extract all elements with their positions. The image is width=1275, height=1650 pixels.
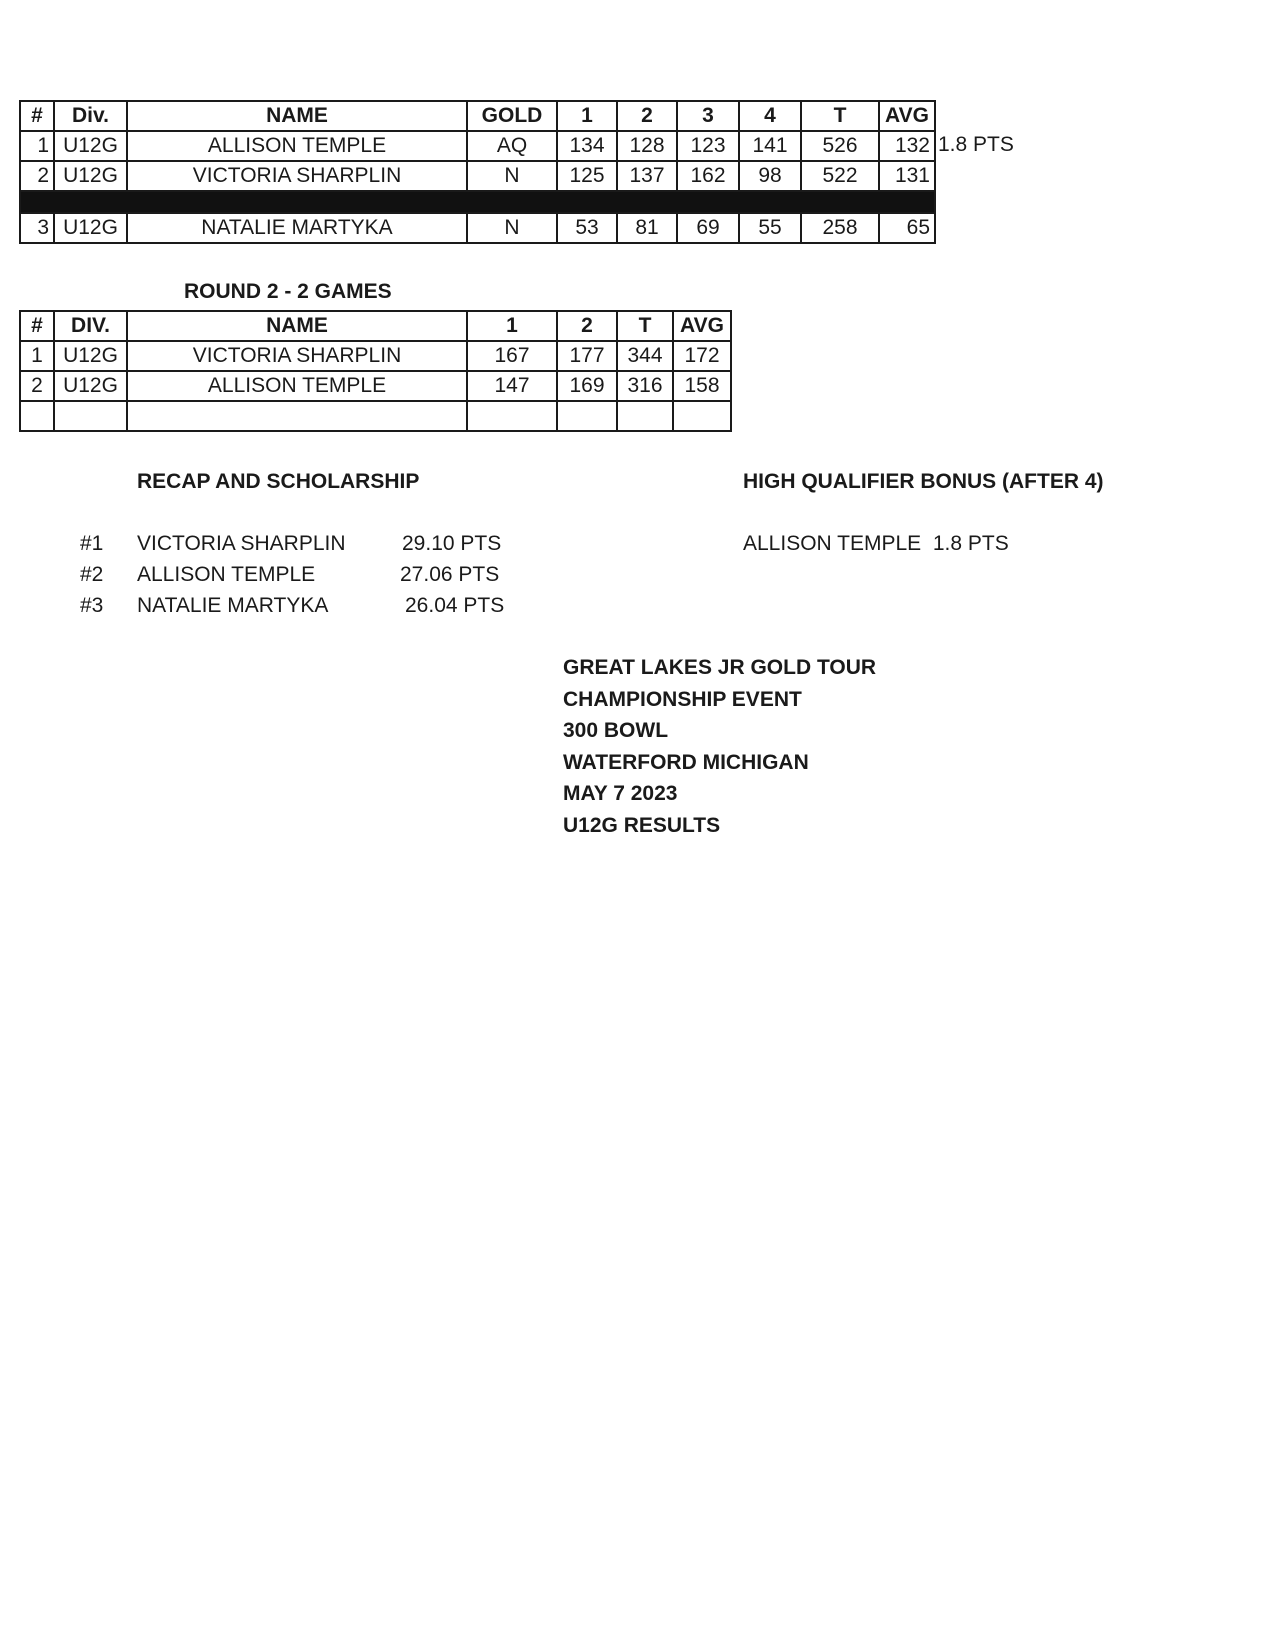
game4-cell: 98	[739, 161, 801, 191]
empty-row	[20, 401, 731, 431]
name-cell: NATALIE MARTYKA	[127, 213, 467, 243]
high-qualifier-title: HIGH QUALIFIER BONUS (AFTER 4)	[743, 470, 1104, 493]
round1-header-row	[20, 101, 935, 131]
gold-cell: AQ	[467, 131, 557, 161]
cut-line-row	[20, 191, 935, 213]
col-header-game2: 2	[557, 311, 617, 341]
div-cell: U12G	[54, 131, 127, 161]
high-qualifier-line: ALLISON TEMPLE 1.8 PTS	[743, 532, 1009, 555]
recap-name: NATALIE MARTYKA	[137, 594, 329, 617]
div-cell: U12G	[54, 371, 127, 401]
col-header-div: Div.	[54, 101, 127, 131]
gold-cell: N	[467, 161, 557, 191]
rank-cell: 1	[20, 131, 54, 161]
col-header-game1: 1	[557, 101, 617, 131]
game4-cell: 141	[739, 131, 801, 161]
game2-cell: 128	[617, 131, 677, 161]
recap-points: 29.10 PTS	[402, 532, 502, 555]
col-header-game1: 1	[467, 311, 557, 341]
rank-cell: 2	[20, 371, 54, 401]
game1-cell: 134	[557, 131, 617, 161]
event-line: CHAMPIONSHIP EVENT	[563, 687, 802, 711]
game1-cell: 53	[557, 213, 617, 243]
col-header-avg: AVG	[673, 311, 731, 341]
name-cell: ALLISON TEMPLE	[127, 371, 467, 401]
event-line: WATERFORD MICHIGAN	[563, 750, 809, 774]
event-line: MAY 7 2023	[563, 782, 678, 805]
name-cell: ALLISON TEMPLE	[127, 131, 467, 161]
name-cell: VICTORIA SHARPLIN	[127, 341, 467, 371]
game2-cell: 177	[557, 341, 617, 371]
col-header-total: T	[617, 311, 673, 341]
total-cell: 526	[801, 131, 879, 161]
rank-cell: 1	[20, 341, 54, 371]
high-qualifier-side-note: 1.8 PTS	[938, 133, 1014, 156]
col-header-game3: 3	[677, 101, 739, 131]
total-cell: 258	[801, 213, 879, 243]
game3-cell: 123	[677, 131, 739, 161]
table-row	[20, 213, 935, 243]
recap-rank: #3	[80, 594, 104, 617]
col-header-rank: #	[20, 101, 54, 131]
name-cell: VICTORIA SHARPLIN	[127, 161, 467, 191]
col-header-game2: 2	[617, 101, 677, 131]
col-header-name: NAME	[127, 101, 467, 131]
round2-table	[19, 310, 732, 432]
total-cell: 344	[617, 341, 673, 371]
gold-cell: N	[467, 213, 557, 243]
rank-cell: 2	[20, 161, 54, 191]
game3-cell: 162	[677, 161, 739, 191]
col-header-game4: 4	[739, 101, 801, 131]
div-cell: U12G	[54, 341, 127, 371]
recap-name: VICTORIA SHARPLIN	[137, 532, 346, 555]
round2-header-row	[20, 311, 731, 341]
avg-cell: 131	[879, 161, 935, 191]
avg-cell: 158	[673, 371, 731, 401]
event-line: U12G RESULTS	[563, 813, 721, 837]
game2-cell: 81	[617, 213, 677, 243]
cut-line-bar	[20, 191, 935, 213]
recap-points: 27.06 PTS	[400, 563, 500, 586]
game2-cell: 169	[557, 371, 617, 401]
game1-cell: 167	[467, 341, 557, 371]
recap-rank: #1	[80, 532, 104, 555]
rank-cell: 3	[20, 213, 54, 243]
game2-cell: 137	[617, 161, 677, 191]
total-cell: 522	[801, 161, 879, 191]
game4-cell: 55	[739, 213, 801, 243]
col-header-gold: GOLD	[467, 101, 557, 131]
event-line: 300 BOWL	[563, 719, 669, 742]
div-cell: U12G	[54, 213, 127, 243]
round2-title: ROUND 2 - 2 GAMES	[184, 280, 392, 303]
col-header-avg: AVG	[879, 101, 935, 131]
game1-cell: 125	[557, 161, 617, 191]
table-row	[20, 341, 731, 371]
total-cell: 316	[617, 371, 673, 401]
recap-points: 26.04 PTS	[405, 594, 505, 617]
avg-cell: 65	[879, 213, 935, 243]
recap-title: RECAP AND SCHOLARSHIP	[137, 470, 420, 493]
col-header-total: T	[801, 101, 879, 131]
col-header-div: DIV.	[54, 311, 127, 341]
recap-name: ALLISON TEMPLE	[137, 563, 316, 586]
avg-cell: 172	[673, 341, 731, 371]
event-line: GREAT LAKES JR GOLD TOUR	[563, 656, 877, 679]
div-cell: U12G	[54, 161, 127, 191]
col-header-name: NAME	[127, 311, 467, 341]
event-info	[563, 652, 876, 841]
avg-cell: 132	[879, 131, 935, 161]
game3-cell: 69	[677, 213, 739, 243]
table-row	[20, 161, 935, 191]
round1-table	[19, 100, 936, 244]
col-header-rank: #	[20, 311, 54, 341]
game1-cell: 147	[467, 371, 557, 401]
table-row	[20, 371, 731, 401]
table-row	[20, 131, 935, 161]
recap-rank: #2	[80, 563, 104, 586]
